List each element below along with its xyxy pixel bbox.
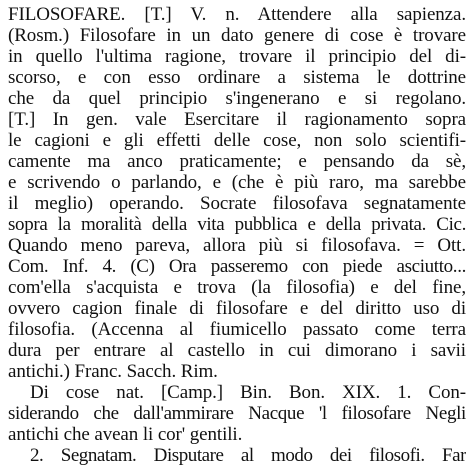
entry-line: 2. Segnatam. Disputare al modo dei filosofi. Far [30, 445, 466, 466]
entry-line: ovvero cagion finale di filosofare e del diritto uso di [8, 298, 466, 319]
entry-line: FILOSOFARE. [T.] V. n. Attendere alla sapienza. [8, 4, 466, 25]
entry-line: in quello l'ultima ragione, trovare il principio del di- [8, 46, 466, 67]
entry-line: antichi che avean li cor' gentili. [8, 424, 243, 445]
entry-line: camente ma anco praticamente; e pensando da sè, [8, 151, 466, 172]
entry-line: il meglio) operando. Socrate filosofava segnatamente [8, 193, 466, 214]
entry-line: (Rosm.) Filosofare in un dato genere di cose è trovare [8, 25, 466, 46]
entry-line: antichi.) Franc. Sacch. Rim. [8, 361, 218, 382]
entry-line: Quando meno pareva, allora più si filosofava. = Ott. [8, 235, 466, 256]
entry-line: siderando che dall'ammirare Nacque 'l filosofare Negli [8, 403, 466, 424]
entry-line: che da quel principio s'ingenerano e si regolano. [8, 88, 466, 109]
entry-line: Com. Inf. 4. (C) Ora passeremo con piede asciutto... [8, 256, 466, 277]
entry-line: Di cose nat. [Camp.] Bin. Bon. XIX. 1. Con- [30, 382, 466, 403]
entry-line: filosofia. (Accenna al fiumicello passato come terra [8, 319, 466, 340]
entry-line: scorso, e con esso ordinare a sistema le dottrine [8, 67, 466, 88]
entry-line: dura per entrare al castello in cui dimorano i savii [8, 340, 466, 361]
entry-line: [T.] In gen. vale Esercitare il ragionamento sopra [8, 109, 466, 130]
entry-line: com'ella s'acquista e trova (la filosofia) e del fine, [8, 277, 466, 298]
entry-line: le cagioni e gli effetti delle cose, non solo scientifi- [8, 130, 466, 151]
entry-line: e scrivendo o parlando, e (che è più raro, ma sarebbe [8, 172, 466, 193]
entry-line: sopra la moralità della vita pubblica e della privata. Cic. [8, 214, 466, 235]
